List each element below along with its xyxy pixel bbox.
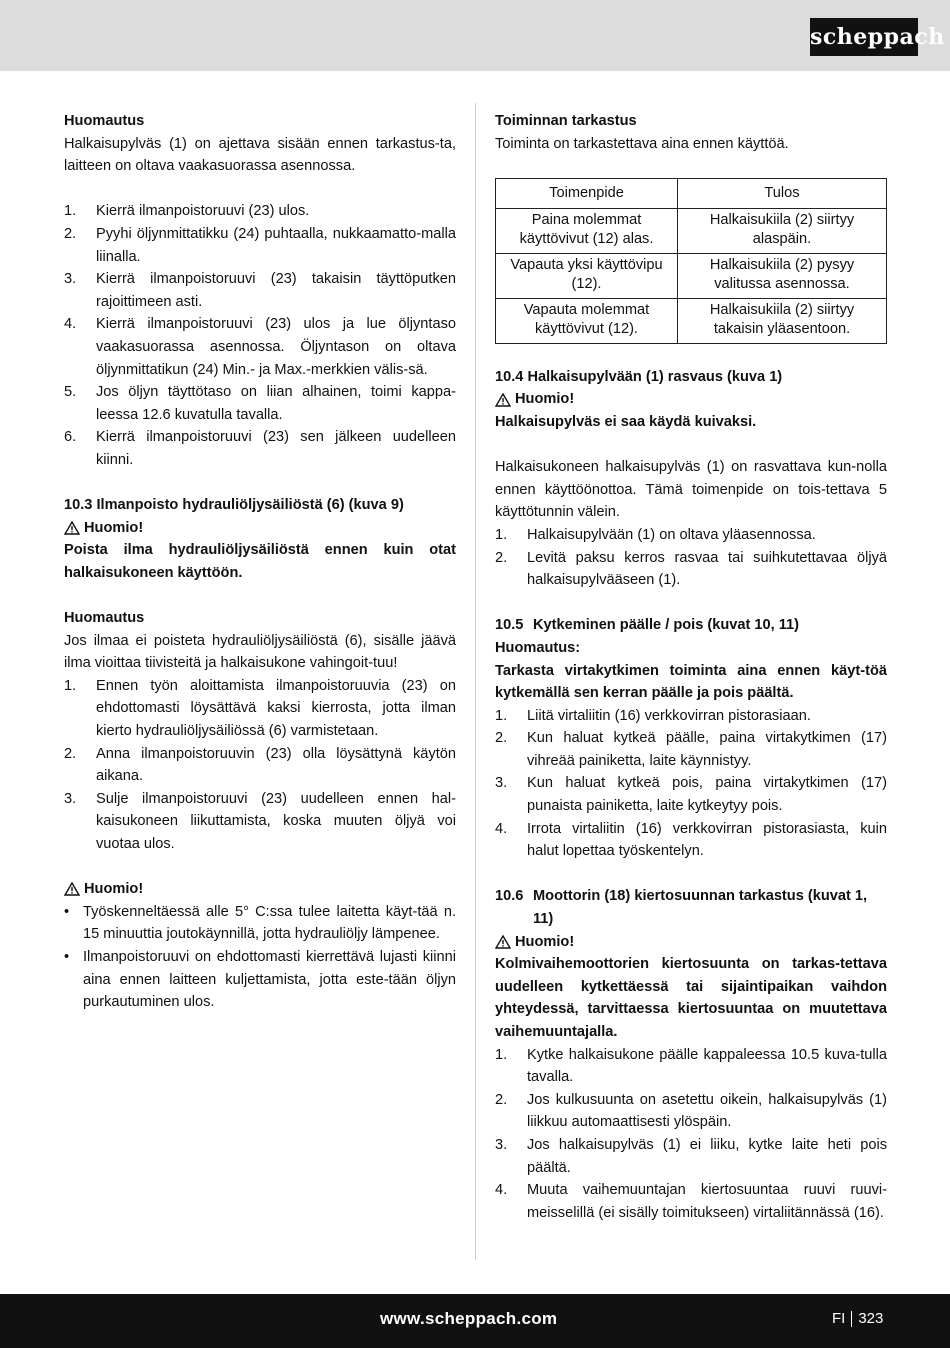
table-header-row [496,178,887,208]
note-title: Huomautus [64,113,145,129]
table-header: Tulos [678,178,887,208]
column-divider [475,103,476,1260]
note-label: Huomautus: [495,639,581,656]
list-item: 2. Jos kulkusuunta on asetettu oikein, halkaisupylväs (1) liikkuu automaattisesti ylöspäin. [495,1091,887,1131]
table-cell: Halkaisukiila (2) siirtyy alaspäin. [678,208,887,253]
footer-url[interactable]: www.scheppach.com [380,1309,558,1328]
table-cell: Halkaisukiila (2) siirtyy takaisin yläasentoon. [678,298,887,343]
list-item: 1. Kierrä ilmanpoistoruuvi (23) ulos. [64,203,310,220]
switch-steps [495,705,887,863]
table-row [496,253,887,298]
section-title-10-5: 10.5 Kytkeminen päälle / pois (kuvat 10, 11) [495,617,800,634]
list-item: 2. Anna ilmanpoistoruuvin (23) olla löysättynä käytön aikana. [64,745,456,785]
section-title-function-check: Toiminnan tarkastus [495,113,637,129]
warning-icon [64,882,80,896]
list-item: 1. Liitä virtaliitin (16) verkkovirran pistorasiaan. [495,707,811,724]
warning-icon [64,521,80,535]
list-item: 4. Muuta vaihemuuntajan kiertosuuntaa ruuvi ruuvi-meisselillä (ei sisälly toimitukseen) virtaliitännässä (16). [495,1182,887,1221]
list-item: 6. Kierrä ilmanpoistoruuvi (23) sen jälkeen uudelleen kiinni. [64,429,456,468]
warning-text: Poista ilma hydrauliöljysäiliöstä ennen kuin otat halkaisukoneen käyttöön. [64,542,456,581]
warning-icon [495,935,511,949]
header-band [0,0,950,71]
oil-check-steps [64,200,456,471]
note-text: Tarkasta virtakytkimen toiminta aina ennen käyt-töä kytkemällä sen kerran päälle ja pois päältä. [495,662,887,702]
warning-line: Huomio! [64,517,456,540]
list-item: 4. Irrota virtaliitin (16) verkkovirran pistorasiasta, kuin halut lopettaa työskentelyn. [495,820,887,860]
list-item: 1. Ennen työn aloittamista ilmanpoistoruuvia (23) on ehdottomasti löysättävä kaksi kierrosta, jotta ilman kierto hydrauliöljysäiliössä (6) varmistetaan. [64,677,456,740]
venting-steps [64,675,456,856]
list-item: 3. Sulje ilmanpoistoruuvi (23) uudelleen ennen hal-kaisukoneen liikuttamista, koska muuten öljyä voi vuotaa ulos. [64,790,456,852]
note-text: Halkaisupylväs (1) on ajettava sisään ennen tarkastus-ta, laitteen on oltava vaakasuorassa asennossa. [64,135,456,175]
page-number [832,1310,883,1327]
rotation-steps [495,1044,887,1225]
note-title: Huomautus [64,610,145,627]
grease-steps [495,524,887,592]
list-item: 3. Kun haluat kytkeä pois, paina virtakytkimen (17) punaista painiketta, laite kytkeytyy pois. [495,775,887,815]
section-title-10-4: 10.4 Halkaisupylvään (1) rasvaus (kuva 1) [495,368,783,385]
table-row [496,298,887,343]
section-title-10-6: 10.6 Moottorin (18) kiertosuunnan tarkastus (kuvat 1, 11) [495,888,868,928]
list-item: 1. Kytke halkaisukone päälle kappaleessa 10.5 kuva-tulla tavalla. [495,1046,887,1086]
warning-text: Halkaisupylväs ei saa käydä kuivaksi. [495,413,757,430]
list-item: 5. Jos öljyn täyttötaso on liian alhainen, toimi kappa-leessa 12.6 kuvatulla tavalla. [64,384,456,423]
warning-line: Huomio! [64,878,456,901]
table-cell: Halkaisukiila (2) pysyy valitussa asennossa. [678,253,887,298]
warning-icon [495,393,511,407]
page-number-value: 323 [858,1310,884,1327]
table-cell: Vapauta yksi käyttövipu (12). [496,253,678,298]
section-title-10-3: 10.3 Ilmanpoisto hydrauliöljysäiliöstä (6) (kuva 9) [64,497,404,514]
warning-text: Kolmivaihemoottorien kiertosuunta on tarkas-tettava uudelleen kytkettäessä tai sijaintipaikan vaihdon yhteydessä, tarvittaessa kiertosuuntaa on muutettava vaihemuuntajalla. [495,956,887,1040]
list-item: 2. Levitä paksu kerros rasvaa tai suihkutettavaa öljyä halkaisupylvääseen (1). [495,549,887,589]
list-item: 4. Kierrä ilmanpoistoruuvi (23) ulos ja lue öljyntaso vaakasuorassa asennossa. Öljyntason on oltava öljynmittatikun (24) Min.- ja Max.-merkkien välis-sä. [64,316,456,378]
list-item: • Ilmanpoistoruuvi on ehdottomasti kierrettävä lujasti kiinni aina ennen laitteen kuljettamista, jotta este-tään öljyn purkautuminen ulos. [64,948,456,1011]
language-code: FI [832,1310,846,1327]
warning-line: Huomio! [495,388,887,411]
note-text: Jos ilmaa ei poisteta hydrauliöljysäiliöstä (6), sisälle jäävä ilma vioittaa tiivisteitä ja halkaisukone vahingoit-tuu! [64,632,456,672]
function-check-text: Toiminta on tarkastettava aina ennen käyttöä. [495,135,789,152]
warning-line: Huomio! [495,931,887,954]
list-item: 1. Halkaisupylvään (1) on oltava yläasennossa. [495,526,816,543]
list-item: • Työskenneltäessä alle 5° C:ssa tulee laitetta käyt-tää n. 15 minuuttia joutokäynnillä, jotta hydrauliöljy lämpenee. [64,903,456,943]
brand-logo: scheppach [810,18,918,56]
list-item: 2. Pyyhi öljynmittatikku (24) puhtaalla, nukkaamatto-malla liinalla. [64,225,456,265]
list-item: 3. Jos halkaisupylväs (1) ei liiku, kytke laite heti pois päältä. [495,1136,887,1176]
list-item: 2. Kun haluat kytkeä päälle, paina virtakytkimen (17) vihreää painiketta, laite käynnistyy. [495,730,887,769]
footer-bar [0,1294,950,1348]
table-row [496,208,887,253]
table-header: Toimenpide [496,178,678,208]
right-column [495,110,887,1224]
list-item: 3. Kierrä ilmanpoistoruuvi (23) takaisin täyttöputken rajoittimeen asti. [64,271,456,310]
left-column [64,110,456,1014]
grease-text: Halkaisukoneen halkaisupylväs (1) on rasvattava kun-nolla ennen käyttöönottoa. Tämä toimenpide on tois-tettava 5 käyttötunnin välein. [495,459,887,521]
table-cell: Paina molemmat käyttövivut (12) alas. [496,208,678,253]
function-table [495,178,887,344]
warning-bullets [64,901,456,1014]
table-cell: Vapauta molemmat käyttövivut (12). [496,298,678,343]
